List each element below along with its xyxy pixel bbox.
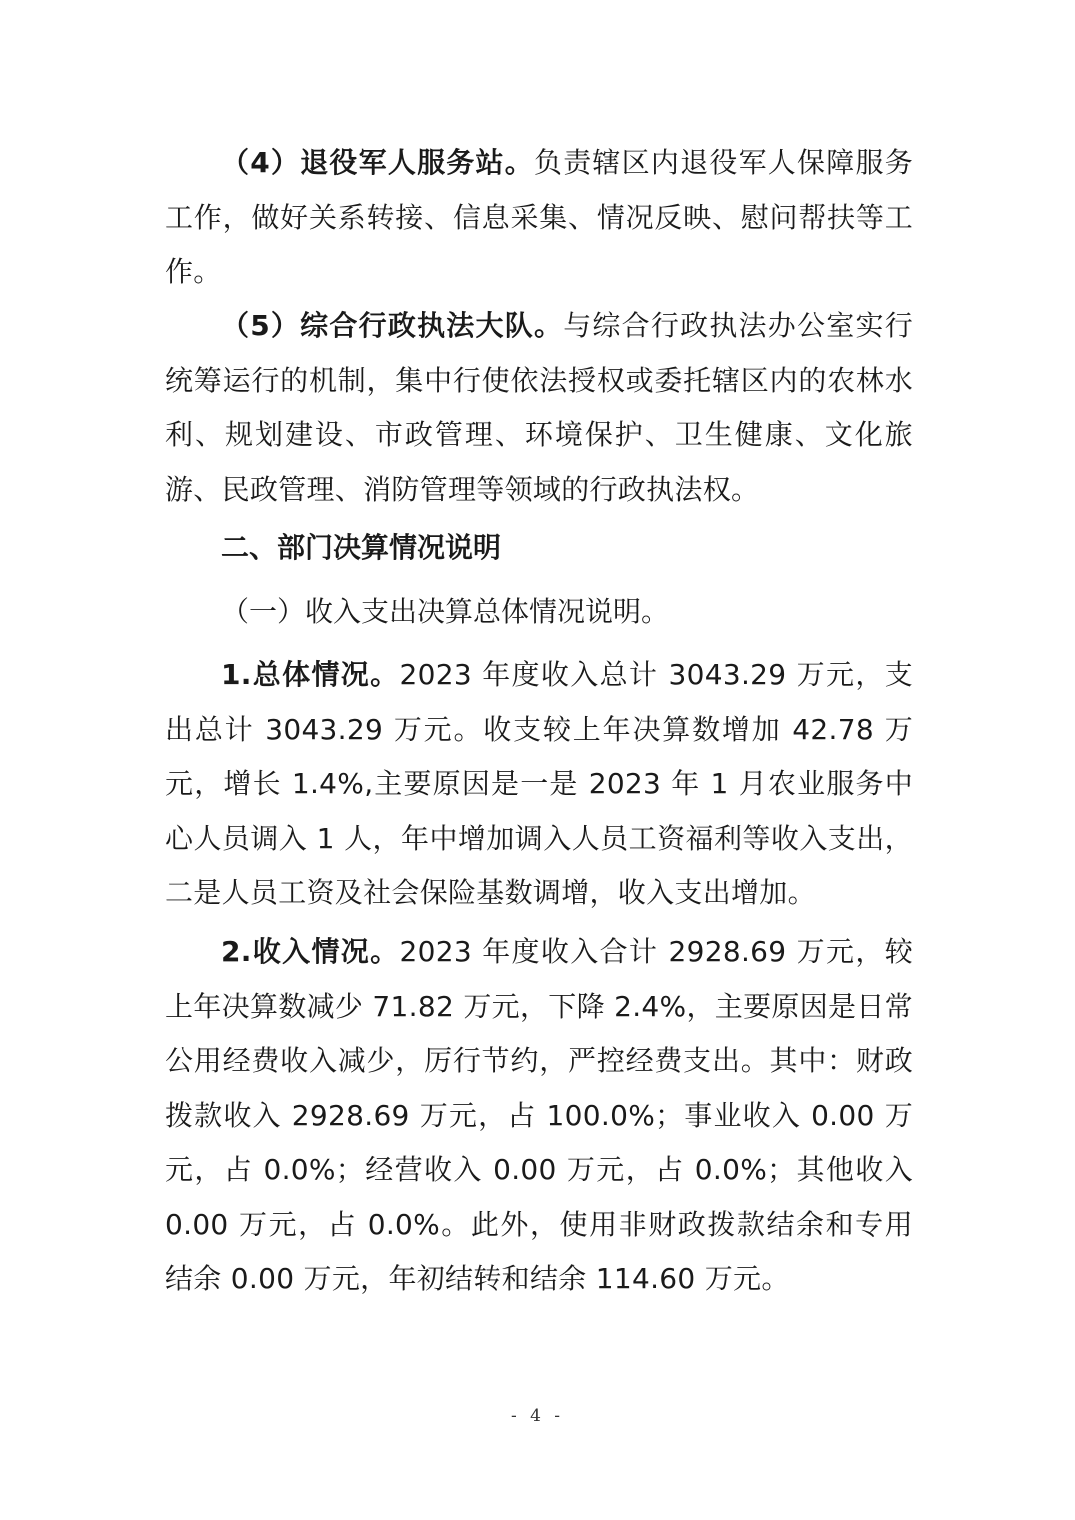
paragraph-body: 与综合行政执法办公室实行统筹运行的机制，集中行使依法授权或委托辖区内的农林水利、规划建设、市政管理、环境保护、卫生健康、文化旅游、民政管理、消防管理等领域的行政执法权。 — [165, 309, 913, 506]
paragraph-body: 2023 年度收入合计 2928.69 万元，较上年决算数减少 71.82 万元，下降 2.4%，主要原因是日常公用经费收入减少，厉行节约，严控经费支出。其中：财政拨款收入 2928.69 万元，占 100.0%；事业收入 0.00 万元，占 0.0%；经营收入 0.00 万元，占 0.0%；其他收入 0.00 万元，占 0.0%。此外，使用非财政拨款结余和专用结余 0.00 万元，年初结转和结余 114.60 万元。 — [165, 935, 913, 1295]
paragraph-title: 1.总体情况。 — [221, 658, 400, 691]
paragraph-title: （5）综合行政执法大队。 — [221, 309, 564, 342]
paragraph-body: 负责辖区内退役军人保障服务工作，做好关系转接、信息采集、情况反映、慰问帮扶等工作。 — [165, 146, 913, 288]
subsection-heading: （一）收入支出决算总体情况说明。 — [221, 595, 670, 628]
paragraph-income-situation — [165, 925, 913, 1307]
paragraph-veterans-service-station — [165, 136, 913, 300]
section-heading: 二、部门决算情况说明 — [221, 531, 502, 564]
paragraph-body: 2023 年度收入总计 3043.29 万元，支出总计 3043.29 万元。收支较上年决算数增加 42.78 万元，增长 1.4%,主要原因是一是 2023 年 1 月农业服务中心人员调入 1 人，年中增加调入人员工资福利等收入支出，二是人员工资及社会保险基数调增，收入支出增加。 — [165, 658, 913, 909]
paragraph-title: 2.收入情况。 — [221, 935, 400, 968]
paragraph-title: （4）退役军人服务站。 — [221, 146, 534, 179]
paragraph-overall-situation — [165, 648, 913, 921]
paragraph-law-enforcement-brigade — [165, 299, 913, 517]
page-number: - 4 - — [510, 1406, 565, 1426]
